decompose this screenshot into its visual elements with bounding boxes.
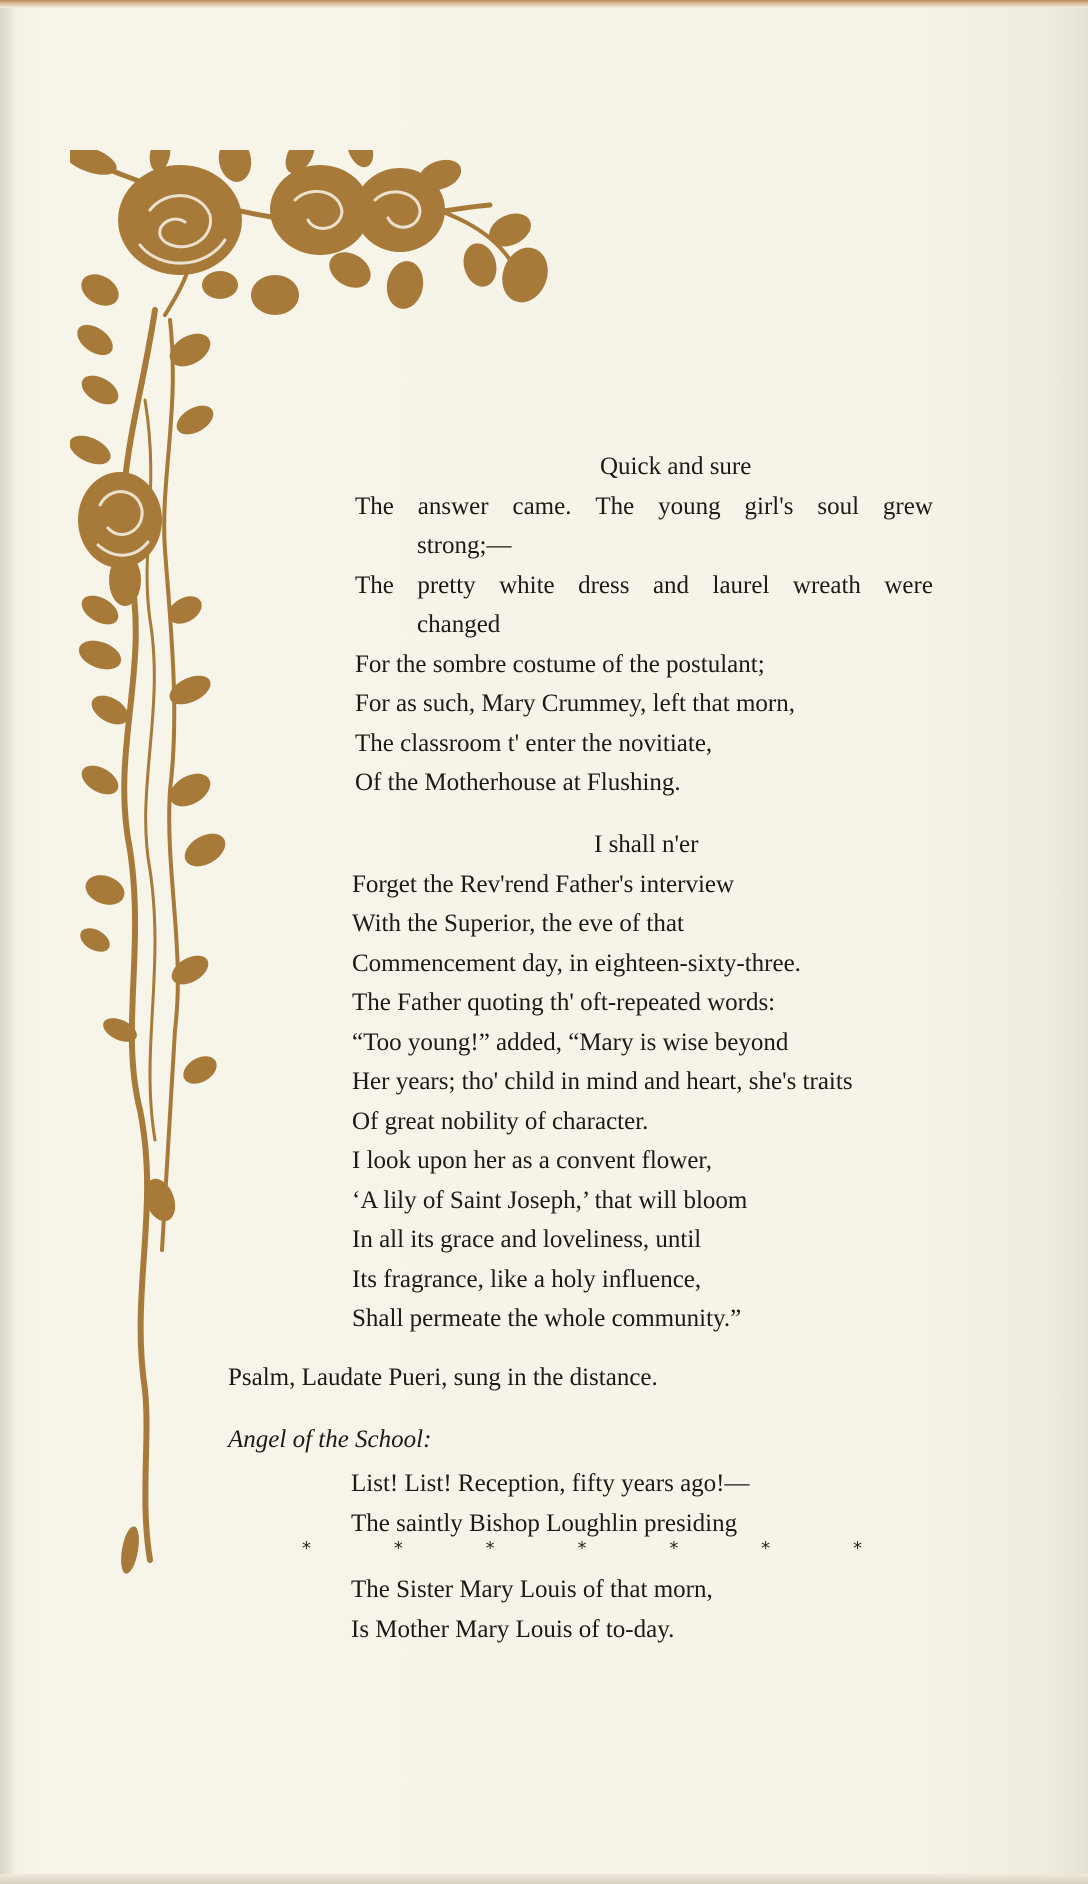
verse-line: ‘A lily of Saint Joseph,’ that will bloom: [352, 1186, 748, 1214]
verse-line: “Too young!” added, “Mary is wise beyond: [352, 1028, 789, 1056]
page-bottom-edge: [0, 1874, 1088, 1884]
verse-line: Forget the Rev'rend Father's interview: [352, 870, 735, 898]
verse-line: With the Superior, the eve of that: [352, 910, 684, 937]
asterisk: *: [761, 1538, 771, 1559]
stanza-3: [351, 1464, 750, 1543]
verse-line: For as such, Mary Crummey, left that morn,: [355, 690, 795, 717]
stanza-1: [355, 447, 933, 803]
verse-line: Her years; tho' child in mind and heart, she's traits: [352, 1068, 853, 1095]
verse-line: Commencement day, in eighteen-sixty-three.: [352, 949, 801, 977]
asterisk: *: [852, 1538, 862, 1559]
verse-line: Of the Motherhouse at Flushing.: [355, 769, 681, 796]
verse-line: I look upon her as a convent flower,: [352, 1147, 712, 1174]
speaker-label: [228, 1420, 431, 1460]
verse-line: Is Mother Mary Louis of to-day.: [351, 1615, 675, 1643]
speaker-name: Angel of the School:: [228, 1426, 432, 1453]
verse-line: The Father quoting th' oft-repeated words:: [352, 989, 776, 1016]
section-break-asterisks: [302, 1538, 862, 1559]
asterisk: *: [302, 1538, 311, 1559]
page-spine: [0, 0, 14, 1884]
verse-line-justified: The pretty white dress and laurel wreath were: [355, 571, 933, 599]
stage-direction: [228, 1358, 658, 1398]
verse-line: changed: [417, 611, 501, 638]
verse-line: In all its grace and loveliness, until: [352, 1226, 702, 1253]
stanza-3-after: [351, 1570, 713, 1649]
stanza-2-cue: I shall n'er: [594, 831, 699, 858]
asterisk: *: [669, 1538, 679, 1559]
verse-line: The Sister Mary Louis of that morn,: [351, 1576, 713, 1603]
verse-line: For the sombre costume of the postulant;: [355, 650, 765, 678]
verse-line: List! List! Reception, fifty years ago!—: [351, 1470, 750, 1497]
verse-line: Of great nobility of character.: [352, 1107, 649, 1135]
verse-line: The saintly Bishop Loughlin presiding: [351, 1509, 738, 1537]
asterisk: *: [393, 1538, 403, 1559]
verse-line: The classroom t' enter the novitiate,: [355, 729, 713, 757]
asterisk: *: [577, 1538, 587, 1559]
stage-direction-text: Psalm, Laudate Pueri, sung in the distance.: [228, 1364, 658, 1391]
verse-line: strong;—: [417, 532, 512, 559]
verse-line-justified: The answer came. The young girl's soul grew: [355, 492, 933, 520]
verse-line: Shall permeate the whole community.”: [352, 1305, 742, 1332]
page-top-edge: [0, 0, 1088, 8]
asterisk: *: [485, 1538, 495, 1559]
stanza-2: [352, 825, 853, 1339]
stanza-1-cue: Quick and sure: [600, 453, 752, 480]
verse-line: Its fragrance, like a holy influence,: [352, 1265, 702, 1293]
